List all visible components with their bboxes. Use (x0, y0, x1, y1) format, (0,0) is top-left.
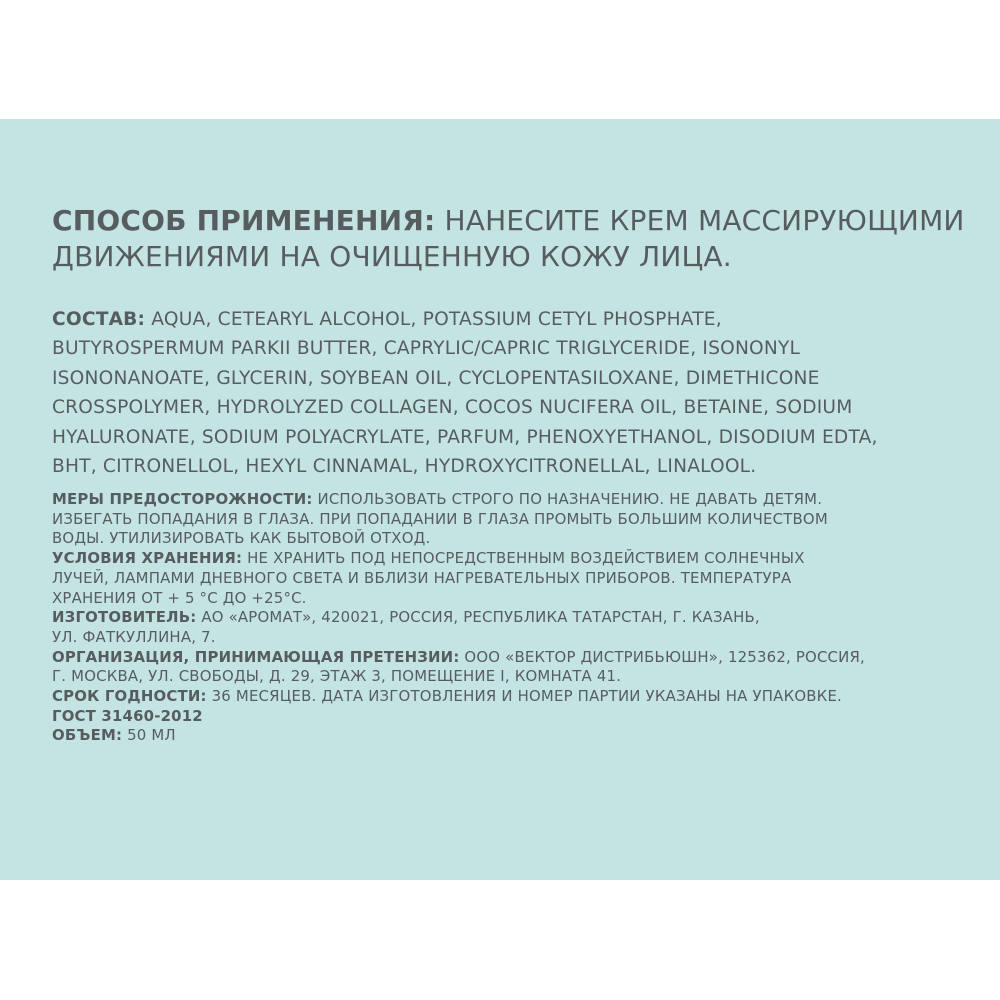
composition-section (52, 305, 982, 481)
precautions-line2: ИЗБЕГАТЬ ПОПАДАНИЯ В ГЛАЗА. ПРИ ПОПАДАНИИ В ГЛАЗА ПРОМЫТЬ БОЛЬШИМ КОЛИЧЕСТВОМ (52, 509, 828, 528)
composition-line5: HYALURONATE, SODIUM POLYACRYLATE, PARFUM, PHENOXYETHANOL, DISODIUM EDTA, (52, 426, 878, 448)
precautions-line3: ВОДЫ. УТИЛИЗИРОВАТЬ КАК БЫТОВОЙ ОТХОД. (52, 529, 431, 548)
shelf-life-text: 36 МЕСЯЦЕВ. ДАТА ИЗГОТОВЛЕНИЯ И НОМЕР ПАРТИИ УКАЗАНЫ НА УПАКОВКЕ. (206, 687, 842, 706)
composition-line4: CROSSPOLYMER, HYDROLYZED COLLAGEN, COCOS NUCIFERA OIL, BETAINE, SODIUM (52, 397, 853, 419)
precautions-line1: ИСПОЛЬЗОВАТЬ СТРОГО ПО НАЗНАЧЕНИЮ. НЕ ДАВАТЬ ДЕТЯМ. (312, 490, 823, 508)
composition-heading: СОСТАВ: (52, 309, 146, 330)
precautions-paragraph (52, 490, 952, 549)
claims-line2: Г. МОСКВА, УЛ. СВОБОДЫ, Д. 29, ЭТАЖ 3, ПОМЕЩЕНИЕ I, КОМНАТА 41. (52, 667, 622, 686)
product-label (0, 119, 1000, 880)
volume-text: 50 МЛ (122, 726, 176, 745)
storage-paragraph (52, 549, 952, 608)
composition-line6: BHT, CITRONELLOL, HEXYL CINNAMAL, HYDROXYCITRONELLAL, LINALOOL. (52, 456, 757, 478)
precautions-heading: МЕРЫ ПРЕДОСТОРОЖНОСТИ: (52, 490, 313, 508)
claims-line1: ООО «ВЕКТОР ДИСТРИБЬЮШН», 125362, РОССИЯ, (459, 647, 865, 666)
composition-line2: BUTYROSPERMUM PARKII BUTTER, CAPRYLIC/CAPRIC TRIGLYCERIDE, ISONONYL (52, 338, 801, 360)
storage-line2: ЛУЧЕЙ, ЛАМПАМИ ДНЕВНОГО СВЕТА И ВБЛИЗИ НАГРЕВАТЕЛЬНЫХ ПРИБОРОВ. ТЕМПЕРАТУРА (52, 568, 792, 587)
manufacturer-line2: УЛ. ФАТКУЛЛИНА, 7. (52, 627, 216, 646)
volume-heading: ОБЪЕМ: (52, 726, 123, 745)
composition-line1: AQUA, CETEARYL ALCOHOL, POTASSIUM CETYL PHOSPHATE, (145, 309, 722, 330)
storage-line1: НЕ ХРАНИТЬ ПОД НЕПОСРЕДСТВЕННЫМ ВОЗДЕЙСТВИЕМ СОЛНЕЧНЫХ (242, 549, 805, 568)
storage-heading: УСЛОВИЯ ХРАНЕНИЯ: (52, 549, 243, 568)
usage-heading: СПОСОБ ПРИМЕНЕНИЯ: (52, 204, 436, 237)
volume-paragraph (52, 726, 952, 746)
usage-section (52, 203, 972, 275)
shelf-life-heading: СРОК ГОДНОСТИ: (52, 687, 207, 706)
claims-heading: ОРГАНИЗАЦИЯ, ПРИНИМАЮЩАЯ ПРЕТЕНЗИИ: (52, 647, 460, 666)
storage-line3: ХРАНЕНИЯ ОТ + 5 °С ДО +25°С. (52, 588, 307, 607)
manufacturer-paragraph (52, 608, 952, 647)
usage-text-line1: НАНЕСИТЕ КРЕМ МАССИРУЮЩИМИ (435, 204, 965, 237)
composition-line3: ISONONANOATE, GLYCERIN, SOYBEAN OIL, CYCLOPENTASILOXANE, DIMETHICONE (52, 367, 820, 389)
standard-heading: ГОСТ 31460-2012 (52, 706, 203, 725)
manufacturer-line1: АО «АРОМАТ», 420021, РОССИЯ, РЕСПУБЛИКА ТАТАРСТАН, Г. КАЗАНЬ, (196, 608, 760, 627)
claims-paragraph (52, 648, 952, 687)
manufacturer-heading: ИЗГОТОВИТЕЛЬ: (52, 608, 197, 627)
usage-text-line2: ДВИЖЕНИЯМИ НА ОЧИЩЕННУЮ КОЖУ ЛИЦА. (52, 240, 732, 273)
shelf-life-paragraph (52, 687, 952, 707)
standard-paragraph (52, 707, 952, 727)
info-section (52, 490, 952, 746)
